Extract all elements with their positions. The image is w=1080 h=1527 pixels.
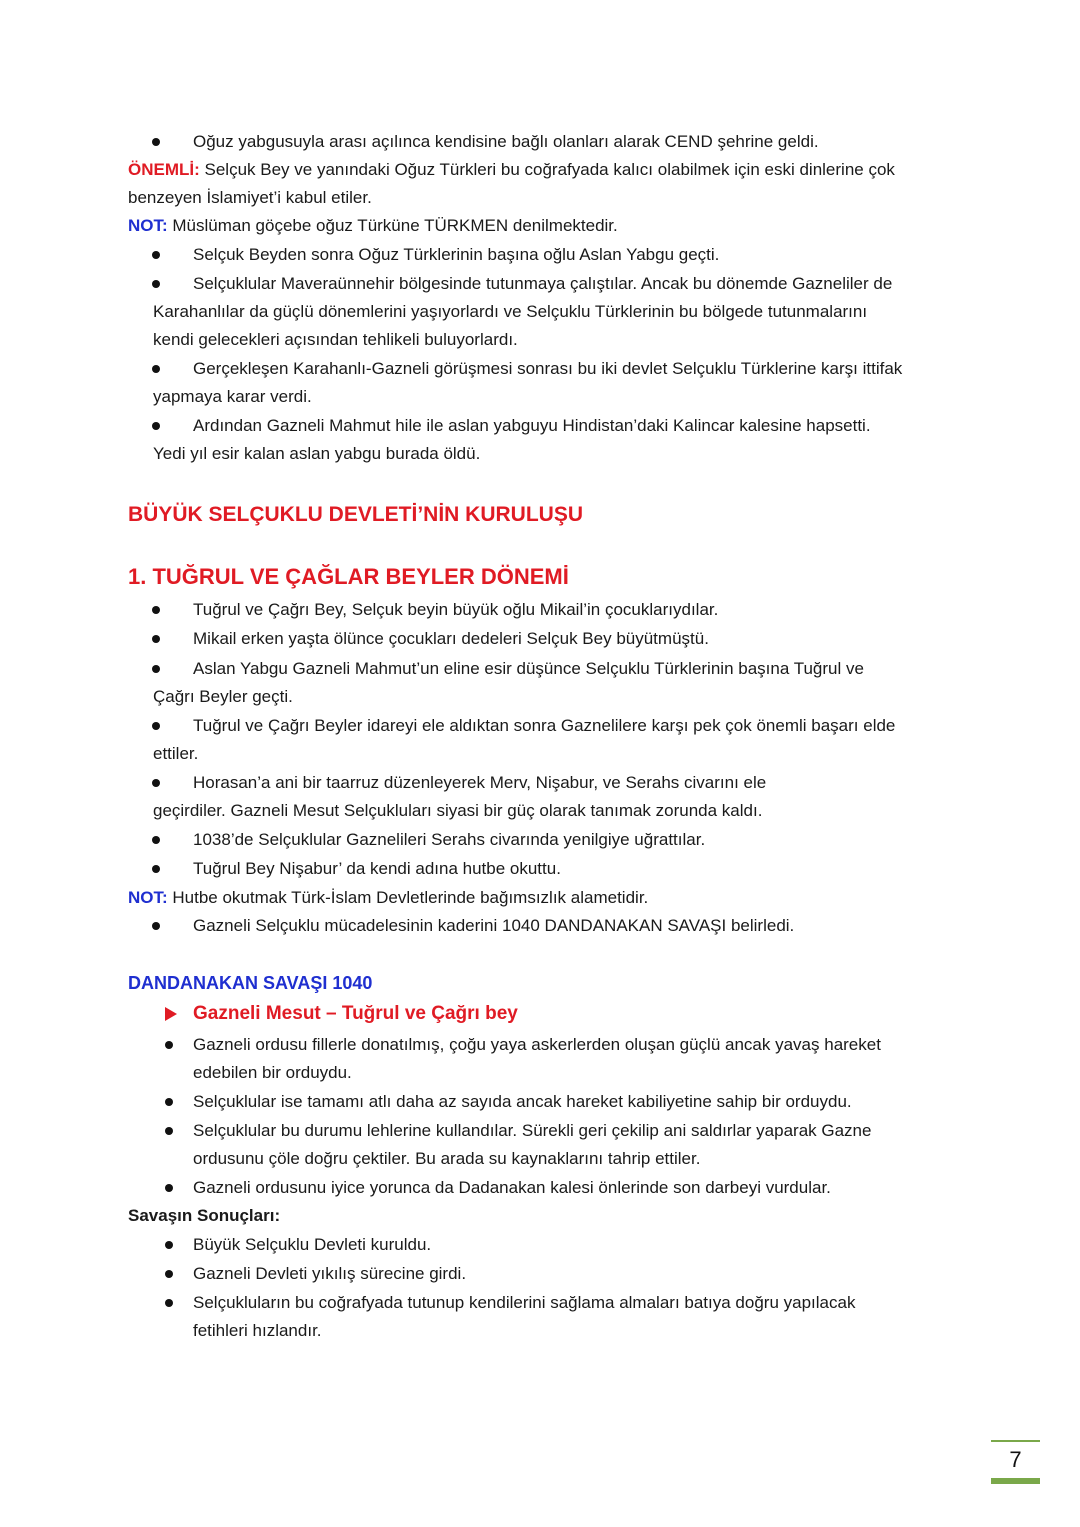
text-line: Gazneli Devleti yıkılış sürecine girdi. [193,1264,467,1283]
text-line: Gazneli Selçuklu mücadelesinin kaderini 1040 DANDANAKAN SAVAŞI belirledi. [193,916,795,935]
bullet-icon [165,1241,173,1249]
bullet-icon [152,251,160,259]
bullet-icon [165,1184,173,1192]
battle-heading: DANDANAKAN SAVAŞI 1040 [128,973,373,993]
bullet-icon [152,606,160,614]
important-note [128,156,895,184]
text-line: Yedi yıl esir kalan aslan yabgu burada öldü. [153,444,481,463]
text-line: Büyük Selçuklu Devleti kuruldu. [193,1235,432,1254]
results-label: Savaşın Sonuçları: [128,1206,281,1225]
text-line: Tuğrul ve Çağrı Bey, Selçuk beyin büyük oğlu Mikail’in çocuklarıydılar. [193,600,719,619]
text-line: Tuğrul Bey Nişabur’ da kendi adına hutbe okuttu. [193,859,561,878]
text-line: Gazneli ordusunu iyice yorunca da Dadanakan kalesi önlerinde son darbeyi vurdular. [193,1178,831,1197]
bullet-icon [152,422,160,430]
text-line: Gazneli ordusu fillerle donatılmış, çoğu yaya askerlerden oluşan güçlü ancak yavaş hareket [193,1035,881,1054]
bullet-icon [165,1041,173,1049]
main-heading: BÜYÜK SELÇUKLU DEVLETİ’NİN KURULUŞU [128,503,584,526]
text-line: Selçuklular bu durumu lehlerine kullandılar. Sürekli geri çekilip ani saldırlar yaparak Gazne [193,1121,872,1140]
text-line: Çağrı Beyler geçti. [153,687,293,706]
text-line: Gerçekleşen Karahanlı-Gazneli görüşmesi sonrası bu iki devlet Selçuklu Türklerine karşı ittifak [193,359,903,378]
note-label: NOT: [128,216,168,235]
text-line: edebilen bir orduydu. [193,1063,352,1082]
page-number-rule-bottom [991,1478,1040,1484]
bullet-icon [152,280,160,288]
bullet-icon [152,922,160,930]
page-number: 7 [1009,1447,1022,1472]
note-label: NOT: [128,888,168,907]
text-line: Selçuk Bey ve yanındaki Oğuz Türkleri bu coğrafyada kalıcı olabilmek için eski dinlerine çok [199,160,895,179]
text-line: benzeyen İslamiyet’i kabul etiler. [128,188,372,207]
bullet-icon [152,635,160,643]
note [128,884,648,912]
text-line: yapmaya karar verdi. [153,387,312,406]
bullet-icon [152,865,160,873]
text-line: Horasan’a ani bir taarruz düzenleyerek Merv, Nişabur, ve Serahs civarını ele [193,773,767,792]
text-line: Ardından Gazneli Mahmut hile ile aslan yabguyu Hindistan’daki Kalincar kalesine hapsetti. [193,416,871,435]
text-line: ettiler. [153,744,199,763]
bullet-icon [152,138,160,146]
text-line: Karahanlılar da güçlü dönemlerini yaşıyorlardı ve Selçuklu Türklerinin bu bölgede tutunmalarını [153,302,868,321]
text-line: Tuğrul ve Çağrı Beyler idareyi ele aldıktan sonra Gaznelilere karşı pek çok önemli başarı elde [193,716,896,735]
bullet-icon [165,1270,173,1278]
text-line: geçirdiler. Gazneli Mesut Selçukluları siyasi bir güç olarak tanımak zorunda kaldı. [153,801,763,820]
bullet-icon [165,1299,173,1307]
text-line: 1038’de Selçuklular Gaznelileri Serahs civarında yenilgiye uğrattılar. [193,830,706,849]
text-line: Aslan Yabgu Gazneli Mahmut’un eline esir düşünce Selçuklu Türklerinin başına Tuğrul ve [193,659,864,678]
text-line: fetihleri hızlandır. [193,1321,322,1340]
arrow-bullet-icon [165,1007,177,1021]
text-line: Selçuklular ise tamamı atlı daha az sayıda ancak hareket kabiliyetine sahip bir orduydu. [193,1092,852,1111]
bullet-icon [152,779,160,787]
note [128,212,618,240]
text-line: ordusunu çöle doğru çektiler. Bu arada su kaynaklarını tahrip ettiler. [193,1149,701,1168]
text-line: Selçuklular Maveraünnehir bölgesinde tutunmaya çalıştılar. Ancak bu dönemde Gazneliler de [193,274,893,293]
bullet-icon [152,665,160,673]
text-line: Hutbe okutmak Türk-İslam Devletlerinde bağımsızlık alametidir. [167,888,649,907]
text-line: Müslüman göçebe oğuz Türküne TÜRKMEN denilmektedir. [167,216,618,235]
bullet-icon [165,1098,173,1106]
section-heading: 1. TUĞRUL VE ÇAĞLAR BEYLER DÖNEMİ [128,564,569,589]
bullet-icon [165,1127,173,1135]
text-line: Mikail erken yaşta ölünce çocukları dedeleri Selçuk Bey büyütmüştü. [193,629,709,648]
bullet-icon [152,836,160,844]
text-line: kendi gelecekleri açısından tehlikeli buluyorlardı. [153,330,518,349]
important-label: ÖNEMLİ: [128,160,200,179]
bullet-icon [152,365,160,373]
text-line: Selçukluların bu coğrafyada tutunup kendilerini sağlama almaları batıya doğru yapılacak [193,1293,856,1312]
bullet-icon [152,722,160,730]
page-number-rule-top [991,1440,1040,1442]
text-line: Oğuz yabgusuyla arası açılınca kendisine bağlı olanları alarak CEND şehrine geldi. [193,132,819,151]
text-line: Selçuk Beyden sonra Oğuz Türklerinin başına oğlu Aslan Yabgu geçti. [193,245,720,264]
battle-sides: Gazneli Mesut – Tuğrul ve Çağrı bey [193,1003,518,1024]
